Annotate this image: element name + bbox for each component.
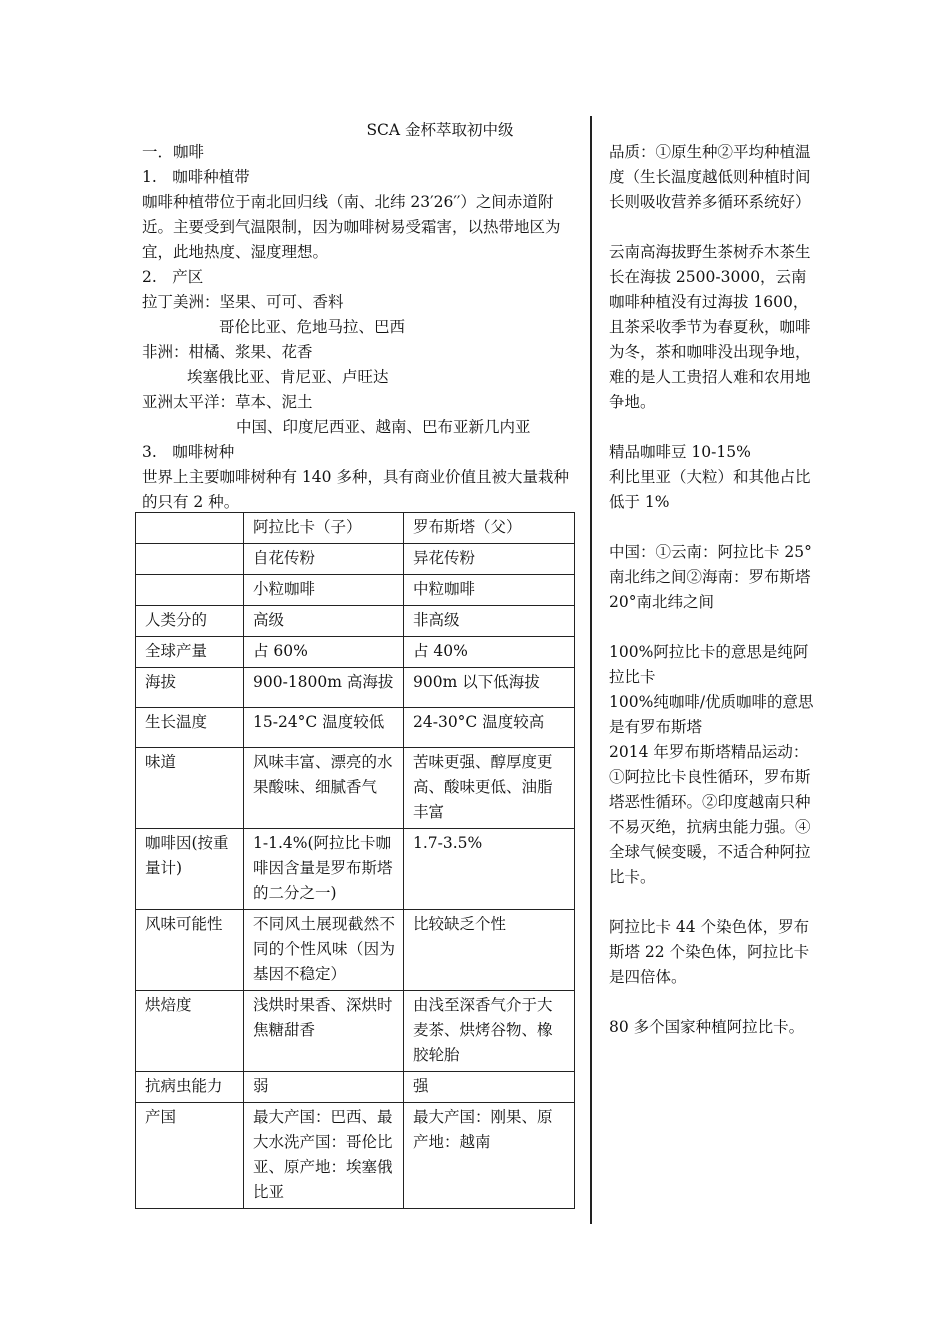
species-comparison-table	[135, 512, 575, 1209]
planting-belt-text: 咖啡种植带位于南北回归线（南、北纬 23′26′′）之间赤道附近。主要受到气温限制，因为咖啡树易受霜害，以热带地区为宜，此地热度、湿度理想。	[142, 193, 561, 261]
table-cell: 15-24°C 温度较低	[244, 708, 404, 748]
region-latin-america: 拉丁美洲：坚果、可可、香料	[142, 293, 344, 311]
note-robusta-movement: 2014 年罗布斯塔精品运动：①阿拉比卡良性循环，罗布斯塔恶性循环。②印度越南只种不易灭绝，抗病虫能力强。④全球气候变暖，不适合种阿拉比卡。	[609, 743, 811, 886]
table-cell: 最大产国：巴西、最大水洗产国：哥伦比亚、原产地：埃塞俄比亚	[244, 1103, 404, 1209]
table-cell: 比较缺乏个性	[404, 910, 575, 991]
note-chromosomes: 阿拉比卡 44 个染色体，罗布斯塔 22 个染色体，阿拉比卡是四倍体。	[609, 918, 810, 986]
table-cell: 风味丰富、漂亮的水果酸味、细腻香气	[244, 748, 404, 829]
table-cell: 高级	[244, 606, 404, 637]
table-cell: 自花传粉	[244, 544, 404, 575]
table-cell: 异花传粉	[404, 544, 575, 575]
note-china: 中国：①云南：阿拉比卡 25°南北纬之间②海南：罗布斯塔 20°南北纬之间	[609, 543, 812, 611]
table-cell: 烘焙度	[136, 991, 244, 1072]
section-heading-species: 3. 咖啡树种	[142, 443, 235, 461]
note-countries: 80 多个国家种植阿拉比卡。	[609, 1018, 805, 1036]
table-cell: 咖啡因(按重量计)	[136, 829, 244, 910]
table-cell: 阿拉比卡（子）	[244, 513, 404, 544]
table-cell: 900-1800m 高海拔	[244, 668, 404, 708]
table-cell	[136, 575, 244, 606]
table-cell: 风味可能性	[136, 910, 244, 991]
table-cell: 人类分的	[136, 606, 244, 637]
table-cell: 抗病虫能力	[136, 1072, 244, 1103]
region-africa-countries: 埃塞俄比亚、肯尼亚、卢旺达	[187, 368, 389, 386]
note-specialty: 精品咖啡豆 10-15%	[609, 443, 751, 461]
table-cell: 生长温度	[136, 708, 244, 748]
table-cell: 1.7-3.5%	[404, 829, 575, 910]
table-row	[136, 910, 575, 991]
table-cell: 1-1.4%(阿拉比卡咖啡因含量是罗布斯塔的二分之一)	[244, 829, 404, 910]
table-row	[136, 1103, 575, 1209]
table-cell: 非高级	[404, 606, 575, 637]
table-row	[136, 575, 575, 606]
table-cell: 最大产国：刚果、原产地：越南	[404, 1103, 575, 1209]
table-cell: 占 60%	[244, 637, 404, 668]
region-latin-america-countries: 哥伦比亚、危地马拉、巴西	[219, 318, 406, 336]
table-row	[136, 668, 575, 708]
note-liberica: 利比里亚（大粒）和其他占比低于 1%	[609, 468, 811, 511]
table-cell: 小粒咖啡	[244, 575, 404, 606]
table-cell: 24-30°C 温度较高	[404, 708, 575, 748]
table-cell: 中粒咖啡	[404, 575, 575, 606]
table-row	[136, 544, 575, 575]
notes-sidebar	[609, 140, 817, 1065]
table-cell: 海拔	[136, 668, 244, 708]
species-text: 世界上主要咖啡树种有 140 多种，具有商业价值且被大量栽种的只有 2 种。	[142, 468, 569, 511]
region-asia-pacific: 亚洲太平洋：草本、泥土	[142, 393, 313, 411]
table-cell: 味道	[136, 748, 244, 829]
table-cell: 产国	[136, 1103, 244, 1209]
table-row	[136, 708, 575, 748]
section-heading-coffee: 一．咖啡	[142, 143, 205, 161]
table-cell: 不同风土展现截然不同的个性风味（因为基因不稳定）	[244, 910, 404, 991]
region-asia-pacific-countries: 中国、印度尼西亚、越南、巴布亚新几内亚	[236, 418, 531, 436]
column-divider	[590, 116, 592, 1224]
table-row	[136, 513, 575, 544]
table-row	[136, 991, 575, 1072]
note-yunnan: 云南高海拔野生茶树乔木茶生长在海拔 2500-3000，云南咖啡种植没有过海拔 1600，且茶采收季节为春夏秋，咖啡为冬，茶和咖啡没出现争地，难的是人工贵招人难和农用地争地。	[609, 243, 811, 411]
table-row	[136, 637, 575, 668]
note-pure-arabica: 100%阿拉比卡的意思是纯阿拉比卡	[609, 643, 809, 686]
table-row	[136, 606, 575, 637]
table-cell: 全球产量	[136, 637, 244, 668]
table-cell: 浅烘时果香、深烘时焦糖甜香	[244, 991, 404, 1072]
table-cell	[136, 513, 244, 544]
note-quality: 品质：①原生种②平均种植温度（生长温度越低则种植时间长则吸收营养多循环系统好）	[609, 143, 811, 211]
region-africa: 非洲：柑橘、浆果、花香	[142, 343, 313, 361]
table-cell: 900m 以下低海拔	[404, 668, 575, 708]
table-cell: 罗布斯塔（父）	[404, 513, 575, 544]
table-row	[136, 1072, 575, 1103]
table-cell	[136, 544, 244, 575]
section-heading-regions: 2. 产区	[142, 268, 204, 286]
table-cell: 弱	[244, 1072, 404, 1103]
table-cell: 占 40%	[404, 637, 575, 668]
table-cell: 苦味更强、醇厚度更高、酸味更低、油脂丰富	[404, 748, 575, 829]
table-cell: 由浅至深香气介于大麦茶、烘烤谷物、橡胶轮胎	[404, 991, 575, 1072]
table-row	[136, 748, 575, 829]
note-pure-coffee: 100%纯咖啡/优质咖啡的意思是有罗布斯塔	[609, 693, 814, 736]
section-heading-planting-belt: 1. 咖啡种植带	[142, 168, 250, 186]
page-title: SCA 金杯萃取初中级	[366, 121, 514, 139]
table-row	[136, 829, 575, 910]
table-cell: 强	[404, 1072, 575, 1103]
